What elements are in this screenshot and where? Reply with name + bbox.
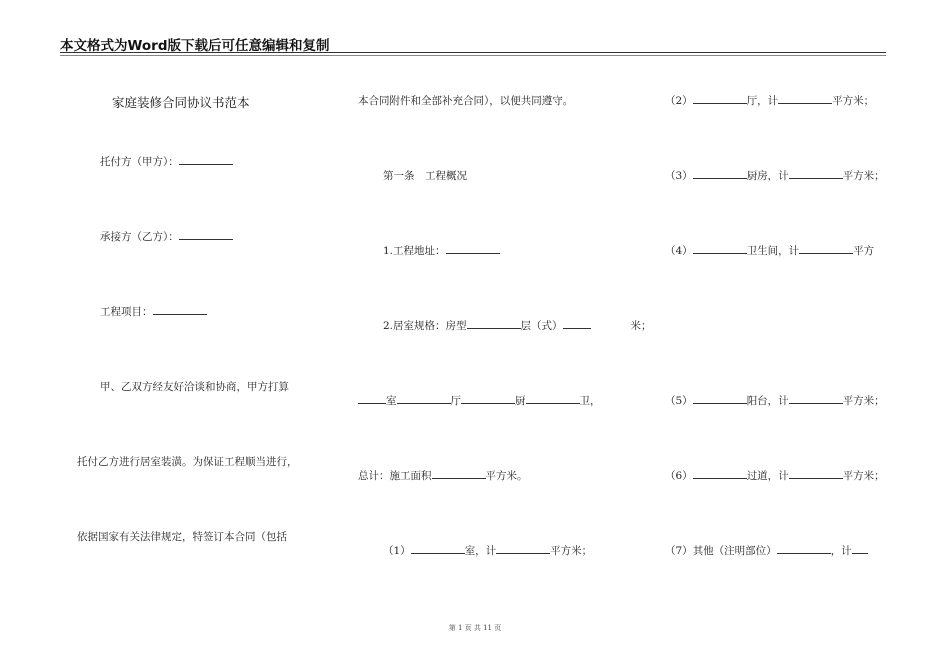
item-3-blank-2 [789,169,843,179]
col2-line-1: 本合同附件和全部补充合同），以便共同遵守。 [358,95,574,107]
rooms-blank-4 [526,394,580,404]
item-2-blank-2 [778,94,832,104]
item-7-line [665,543,868,558]
project-item-line [100,304,207,319]
rooms-blank-2 [397,394,451,404]
body-line-3: 依据国家有关法律规定，特签订本合同（包括 [77,531,287,543]
address-blank [446,244,500,254]
rooms-blank-1 [358,394,386,404]
document-title: 家庭装修合同协议书范本 [112,95,250,110]
party-b-line [100,229,233,244]
item-6-blank-1 [693,469,747,479]
item-1-line [383,543,592,558]
item-1-blank-1 [411,544,465,554]
rooms-wei: 卫， [579,395,601,407]
item-6-unit: 平方米； [842,470,885,482]
rooms-line [358,393,601,408]
address-label: 1.工程地址： [383,245,446,257]
spec-blank-1 [467,319,521,329]
item-4-text: 卫生间，计 [746,245,800,257]
body-line-1: 甲、乙双方经友好洽谈和协商，甲方打算 [100,381,289,393]
item-3-text: 厨房，计 [746,170,789,182]
item-3-label: （3） [665,170,693,182]
rooms-chu: 厨 [515,395,526,407]
article-1-heading: 第一条 工程概况 [383,170,467,182]
item-7-label: （7） [665,545,693,557]
item-3-blank-1 [693,169,747,179]
party-b-blank [179,230,233,240]
item-5-line [665,393,885,408]
total-area-label: 总计：施工面积 [358,470,432,482]
item-2-line [665,93,874,108]
rooms-shi: 室 [386,395,397,407]
item-4-unit: 平方 [853,245,875,257]
item-6-text: 过道，计 [746,470,789,482]
item-1-blank-2 [496,544,550,554]
rooms-ting: 厅 [450,395,461,407]
total-area-unit: 平方米。 [485,470,528,482]
spec-line [383,318,652,333]
item-5-blank-2 [789,394,843,404]
item-1-text: 室，计 [464,545,497,557]
item-5-unit: 平方米； [842,395,885,407]
item-6-blank-2 [789,469,843,479]
item-4-line [665,243,874,258]
header-rule-thin [60,55,886,56]
project-item-label: 工程项目： [100,306,153,318]
item-3-line [665,168,885,183]
rooms-blank-3 [461,394,515,404]
item-5-text: 阳台，计 [746,395,789,407]
party-a-blank [179,155,233,165]
party-b-label: 承接方（乙方）： [100,231,179,243]
item-7-text: 其他（注明部位） [692,545,777,557]
item-2-unit: 平方米； [832,95,875,107]
item-5-label: （5） [665,395,693,407]
party-a-line [100,154,233,169]
item-4-blank-1 [693,244,747,254]
header-rule [60,52,886,53]
item-2-blank-1 [693,94,747,104]
item-7-blank-1 [777,544,831,554]
total-area-blank [432,469,486,479]
item-5-blank-1 [693,394,747,404]
spec-unit: 米； [630,320,652,332]
body-line-2: 托付乙方进行居室装潢。为保证工程顺当进行， [77,456,298,468]
item-1-unit: 平方米； [550,545,593,557]
item-6-line [665,468,885,483]
spec-label: 2.居室规格：房型 [383,320,467,332]
address-line [383,243,500,258]
party-a-label: 托付方（甲方）： [100,156,179,168]
item-2-label: （2） [665,95,693,107]
spec-floor-label: 层（式） [520,320,563,332]
item-4-blank-2 [799,244,853,254]
item-1-label: （1） [383,545,411,557]
item-7-tail: ，计 [830,545,852,557]
page-number: 第 1 页 共 11 页 [448,624,502,632]
total-area-line [358,468,528,483]
item-3-unit: 平方米； [842,170,885,182]
item-7-blank-2 [852,544,868,554]
item-2-text: 厅，计 [746,95,779,107]
project-item-blank [153,305,207,315]
document-header: 本文格式为Word版下载后可任意编辑和复制 [60,38,330,54]
item-4-label: （4） [665,245,693,257]
spec-blank-2 [563,319,591,329]
item-6-label: （6） [665,470,693,482]
